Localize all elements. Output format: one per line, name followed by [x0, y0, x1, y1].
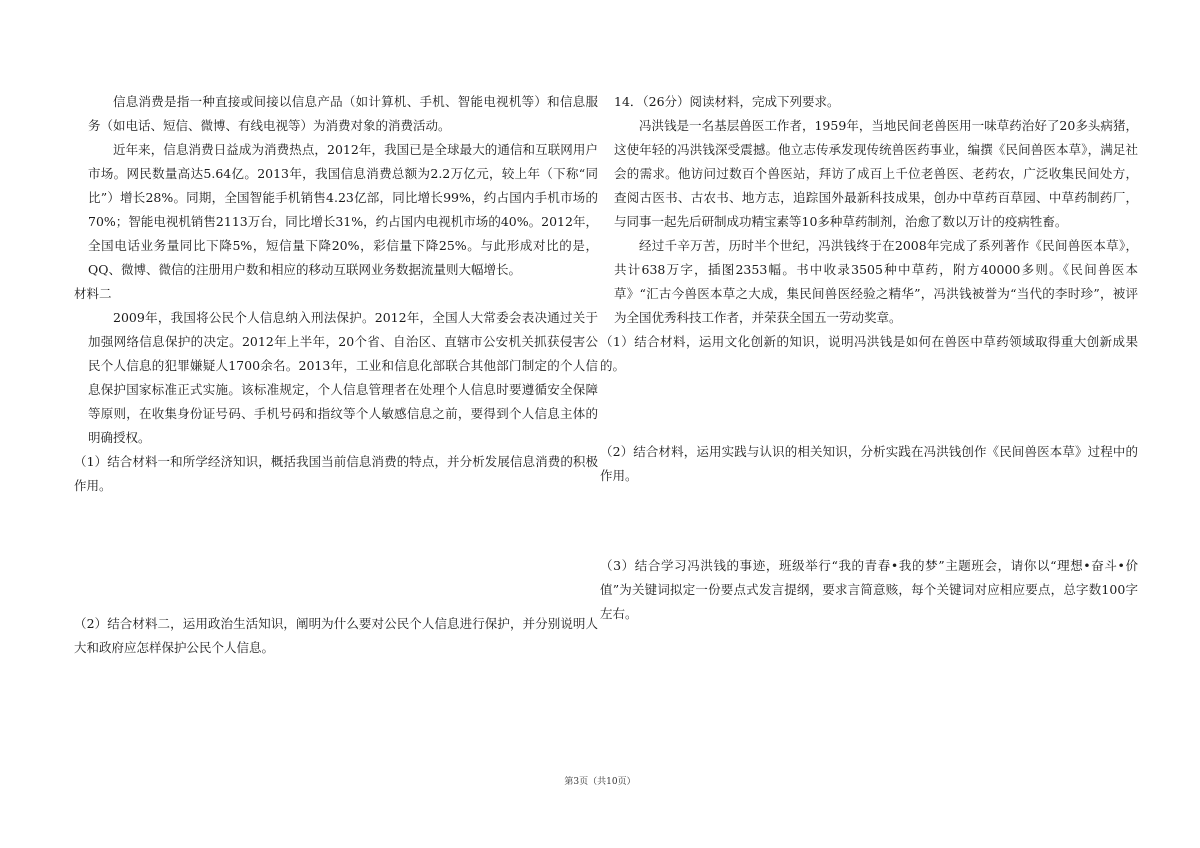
answer-space — [614, 378, 1138, 440]
right-question-1: （1）结合材料，运用文化创新的知识，说明冯洪钱是如何在兽医中草药领域取得重大创新成果的。 — [600, 334, 1138, 373]
left-column — [74, 90, 598, 660]
question-14-title: 14．（26分）阅读材料，完成下列要求。 — [614, 94, 840, 109]
material-2-label: 材料二 — [74, 286, 112, 301]
right-paragraph-1: 冯洪钱是一名基层兽医工作者，1959年，当地民间老兽医用一味草药治好了20多头病猪，这使年轻的冯洪钱深受震撼。他立志传承发现传统兽医药事业，编撰《民间兽医本草》，满足社会的需求。他访问过数百个兽医站，拜访了成百上千位老兽医、老药农，广泛收集民间处方，查阅古医书、古农书、地方志，追踪国外最新科技成果，创办中草药百草园、中草药制药厂，与同事一起先后研制成功精宝素等10多种草药制剂，治愈了数以万计的疫病牲畜。 — [614, 118, 1138, 229]
right-paragraph-2: 经过千辛万苦，历时半个世纪，冯洪钱终于在2008年完成了系列著作《民间兽医本草》，共计638万字，插图2353幅。书中收录3505种中草药，附方40000多则。《民间兽医本草》“汇古今兽医本草之大成，集民间兽医经验之精华”，冯洪钱被誉为“当代的李时珍”，被评为全国优秀科技工作者，并荣获全国五一劳动奖章。 — [614, 238, 1138, 325]
left-question-2: （2）结合材料二，运用政治生活知识，阐明为什么要对公民个人信息进行保护，并分别说明人大和政府应怎样保护公民个人信息。 — [74, 616, 598, 655]
right-question-3: （3）结合学习冯洪钱的事迹，班级举行“我的青春•我的梦”主题班会，请你以“理想•奋斗•价值”为关键词拟定一份要点式发言提纲，要求言简意赅，每个关键词对应相应要点，总字数100字左右。 — [600, 558, 1138, 621]
answer-space — [88, 498, 598, 612]
page-footer: 第3页（共10页） — [564, 777, 636, 787]
right-question-2: （2）结合材料，运用实践与认识的相关知识，分析实践在冯洪钱创作《民间兽医本草》过程中的作用。 — [600, 444, 1138, 483]
answer-space — [614, 488, 1138, 554]
right-column — [600, 90, 1138, 626]
left-paragraph-3: 2009年，我国将公民个人信息纳入刑法保护。2012年，全国人大常委会表决通过关于加强网络信息保护的决定。2012年上半年，20个省、自治区、直辖市公安机关抓获侵害公民个人信息的犯罪嫌疑人1700余名。2013年，工业和信息化部联合其他部门制定的个人信息保护国家标准正式实施。该标准规定，个人信息管理者在处理个人信息时要遵循安全保障等原则，在收集身份证号码、手机号码和指纹等个人敏感信息之前，要得到个人信息主体的明确授权。 — [88, 310, 598, 445]
left-paragraph-2: 近年来，信息消费日益成为消费热点，2012年，我国已是全球最大的通信和互联网用户市场。网民数量高达5.64亿。2013年，我国信息消费总额为2.2万亿元，较上年（下称“同比”）增长28%。同期，全国智能手机销售4.23亿部，同比增长99%，约占国内手机市场的70%；智能电视机销售2113万台，同比增长31%，约占国内电视机市场的40%。2012年，全国电话业务量同比下降5%，短信量下降20%，彩信量下降25%。与此形成对比的是，QQ、微博、微信的注册用户数和相应的移动互联网业务数据流量则大幅增长。 — [88, 142, 598, 277]
left-paragraph-1: 信息消费是指一种直接或间接以信息产品（如计算机、手机、智能电视机等）和信息服务（如电话、短信、微博、有线电视等）为消费对象的消费活动。 — [88, 94, 598, 133]
left-question-1: （1）结合材料一和所学经济知识，概括我国当前信息消费的特点，并分析发展信息消费的积极作用。 — [74, 454, 598, 493]
